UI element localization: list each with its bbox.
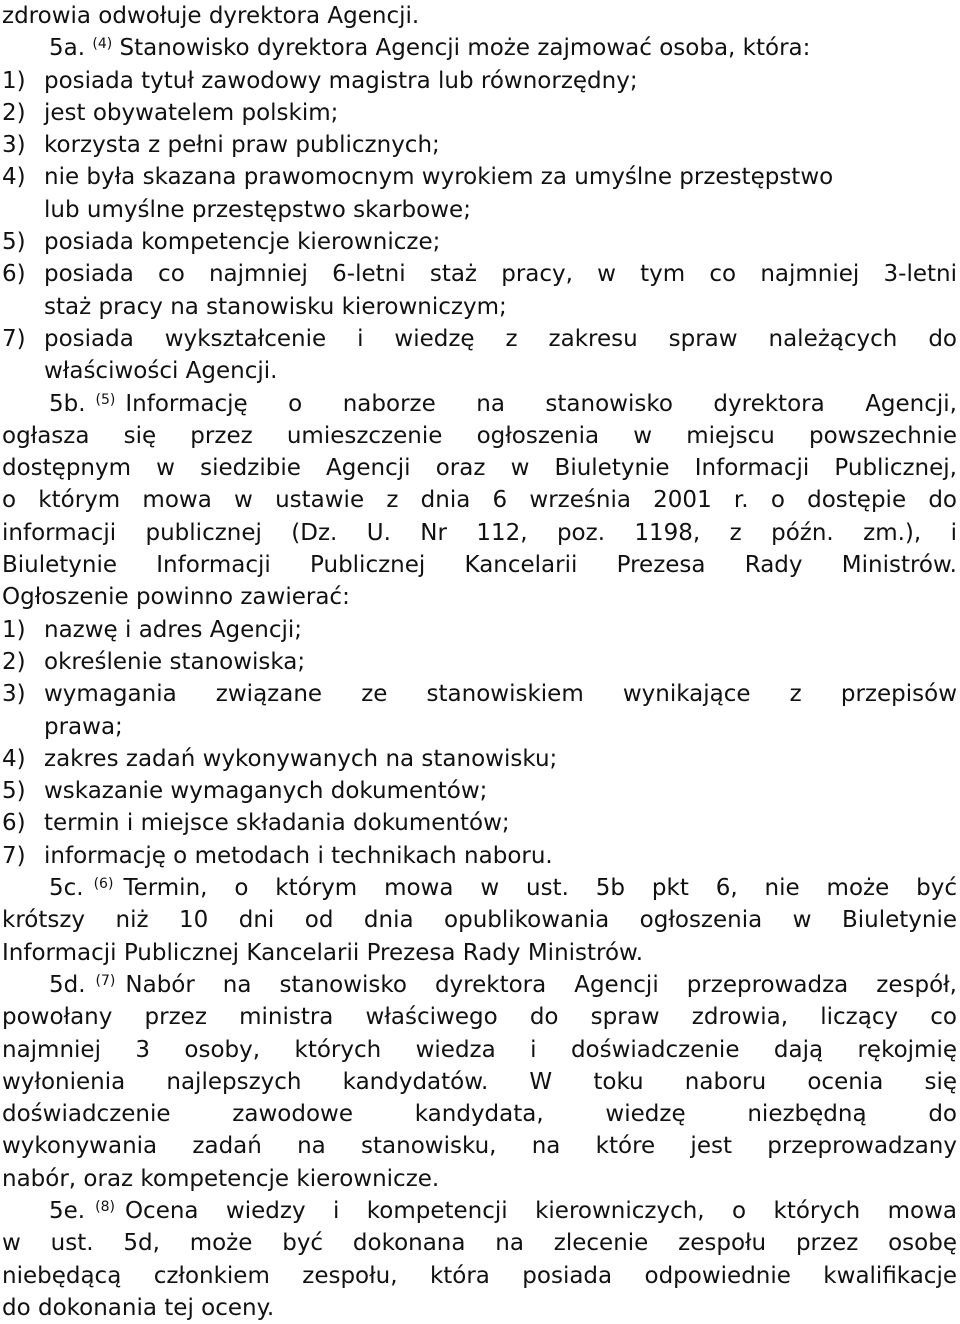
list-item: 5) posiada kompetencje kierownicze;	[2, 229, 441, 256]
list-item: 7) informację o metodach i technikach naboru.	[2, 842, 553, 869]
list-item: 1) nazwę i adres Agencji;	[2, 616, 303, 643]
section-5c-heading	[2, 872, 957, 904]
section-5e-first-line: Ocena wiedzy i kompetencji kierowniczych, o których mowa	[124, 1197, 957, 1224]
section-5a-text: Stanowisko dyrektora Agencji może zajmować osoba, która:	[119, 35, 811, 62]
section-5d-label: 5d.	[49, 971, 86, 998]
paragraph-line: informacji publicznej (Dz. U. Nr 112, poz. 1198, z późn. zm.), i	[2, 519, 957, 546]
list-item: 5) wskazanie wymaganych dokumentów;	[2, 778, 488, 805]
paragraph-line: Informacji Publicznej Kancelarii Prezesa Rady Ministrów.	[2, 939, 644, 966]
paragraph-line: doświadczenie zawodowe kandydata, wiedzę niezbędną do	[2, 1101, 957, 1128]
list-item: 4) nie była skazana prawomocnym wyrokiem za umyślne przestępstwo	[2, 164, 834, 191]
section-5a-heading	[2, 32, 957, 64]
section-5b-first-line: Informację o naborze na stanowisko dyrektora Agencji,	[125, 390, 957, 417]
list-item-continuation: staż pracy na stanowisku kierowniczym;	[44, 293, 507, 320]
paragraph-line: o którym mowa w ustawie z dnia 6 września 2001 r. o dostępie do	[2, 487, 957, 514]
paragraph-line: krótszy niż 10 dni od dnia opublikowania ogłoszenia w Biuletynie	[2, 907, 957, 934]
list-item: 1) posiada tytuł zawodowy magistra lub równorzędny;	[2, 67, 638, 94]
list-item: 6) termin i miejsce składania dokumentów;	[2, 810, 510, 837]
paragraph-line: Ogłoszenie powinno zawierać:	[2, 584, 350, 611]
paragraph-line: do dokonania tej oceny.	[2, 1294, 275, 1321]
footnote-ref-8: (8)	[95, 1198, 115, 1215]
paragraph-line: powołany przez ministra właściwego do spraw zdrowia, liczący co	[2, 1004, 957, 1031]
section-5a-label: 5a.	[49, 35, 86, 62]
list-item: 7) posiada wykształcenie i wiedzę z zakresu spraw należących do	[2, 325, 957, 352]
list-item-continuation: prawa;	[44, 713, 123, 740]
list-item: 3) korzysta z pełni praw publicznych;	[2, 132, 440, 159]
list-item: 2) jest obywatelem polskim;	[2, 99, 339, 126]
paragraph-line: nabór, oraz kompetencje kierownicze.	[2, 1165, 440, 1192]
list-item-continuation: lub umyślne przestępstwo skarbowe;	[44, 196, 471, 223]
paragraph-line: niebędącą członkiem zespołu, która posiada odpowiednie kwalifikacje	[2, 1262, 957, 1289]
section-5e-heading	[2, 1195, 957, 1227]
section-5c-label: 5c.	[49, 875, 84, 902]
list-item: 6) posiada co najmniej 6-letni staż pracy, w tym co najmniej 3-letni	[2, 261, 957, 288]
list-item-continuation: właściwości Agencji.	[44, 358, 278, 385]
paragraph-line: wyłonienia najlepszych kandydatów. W toku naboru ocenia się	[2, 1068, 957, 1095]
section-5d-heading	[2, 969, 957, 1001]
paragraph-line: najmniej 3 osoby, których wiedza i doświadczenie dają rękojmię	[2, 1036, 957, 1063]
footnote-ref-6: (6)	[93, 876, 114, 893]
paragraph-line: w ust. 5d, może być dokonana na zlecenie zespołu przez osobę	[2, 1230, 957, 1257]
paragraph-line: Biuletynie Informacji Publicznej Kancelarii Prezesa Rady Ministrów.	[2, 552, 957, 579]
list-item: 4) zakres zadań wykonywanych na stanowisku;	[2, 745, 558, 772]
intro-line: zdrowia odwołuje dyrektora Agencji.	[2, 3, 420, 29]
paragraph-line: dostępnym w siedzibie Agencji oraz w Biuletynie Informacji Publicznej,	[2, 455, 957, 482]
paragraph-line: ogłasza się przez umieszczenie ogłoszenia w miejscu powszechnie	[2, 422, 957, 449]
footnote-ref-7: (7)	[95, 972, 116, 989]
list-item: 3) wymagania związane ze stanowiskiem wynikające z przepisów	[2, 681, 957, 708]
paragraph-line: wykonywania zadań na stanowisku, na które jest przeprowadzany	[2, 1133, 957, 1160]
footnote-ref-5: (5)	[95, 391, 116, 408]
list-item: 2) określenie stanowiska;	[2, 648, 306, 675]
section-5d-first-line: Nabór na stanowisko dyrektora Agencji przeprowadza zespół,	[125, 971, 957, 998]
footnote-ref-4: (4)	[92, 36, 113, 53]
section-5b-heading	[2, 388, 957, 420]
section-5c-first-line: Termin, o którym mowa w ust. 5b pkt 6, nie może być	[123, 875, 957, 902]
section-5b-label: 5b.	[49, 390, 86, 417]
section-5e-label: 5e.	[49, 1197, 86, 1224]
